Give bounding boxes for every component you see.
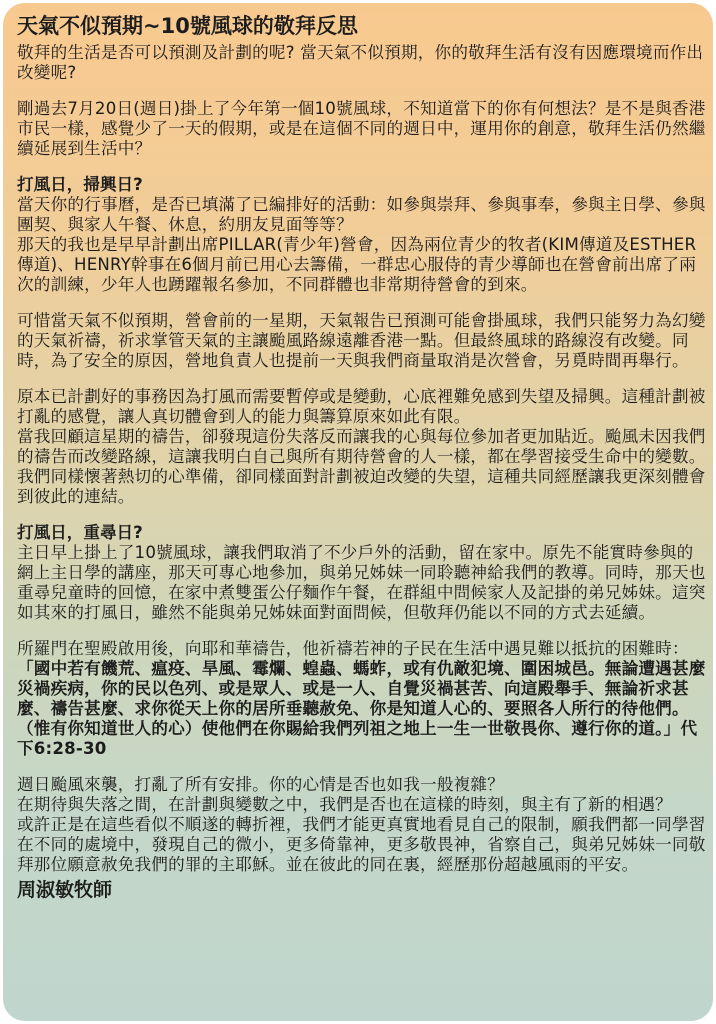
closing-paragraph-3: 或許正是在這些看似不順遂的轉折裡，我們才能更真實地看見自己的限制，願我們都一同學習在不同的處境中，發現自己的微小，更多倚靠神，更多敬畏神，省察自己，與弟兄姊妹一同敬拜那位願意赦免我們的罪的主耶穌。並在彼此的同在裏，經歷那份超越風雨的平安。	[17, 815, 706, 874]
author-signature: 周淑敏牧師	[17, 879, 113, 901]
section1-paragraph-5: 當我回顧這星期的禱告，卻發現這份失落反而讓我的心與每位參加者更加貼近。颱風未因我們的禱告而改變路線，這讓我明白自己與所有期待營會的人一樣，都在學習接受生命中的變數。我們同樣懷著熱切的心準備，卻同樣面對計劃被迫改變的失望，這種共同經歷讓我更深刻體會到彼此的連結。	[17, 427, 706, 506]
section-heading-2: 打風日，重尋日?	[17, 523, 143, 542]
article-content	[17, 11, 707, 903]
closing-paragraph-1: 週日颱風來襲，打亂了所有安排。你的心情是否也如我一般複雜？	[17, 775, 505, 794]
section2-paragraph-1: 主日早上掛上了10號風球，讓我們取消了不少戶外的活動，留在家中。原先不能實時參與的網上主日學的講座，那天可專心地參加，與弟兄姊妹一同聆聽神給我們的教導。同時，那天也重尋兒童時的回憶，在家中煮雙蛋公仔麵作午餐，在群組中問候家人及記掛的弟兄姊妹。這突如其來的打風日，雖然不能與弟兄姊妹面對面問候，但敬拜仍能以不同的方式去延續。	[17, 543, 706, 622]
section2-paragraph-2: 所羅門在聖殿啟用後，向耶和華禱告，他祈禱若神的子民在生活中遇見難以抵抗的困難時：	[17, 639, 689, 658]
section1-paragraph-2: 那天的我也是早早計劃出席PILLAR(青少年)營會，因為兩位青少的牧者(KIM傳道及ESTHER傳道)、HENRY幹事在6個月前已用心去籌備，一群忠心服侍的青少導師也在營會前出席了兩次的訓練，少年人也踴躍報名參加，不同群體也非常期待營會的到來。	[17, 235, 697, 294]
section-heading-1: 打風日，掃興日?	[17, 175, 143, 194]
section1-paragraph-1: 當天你的行事曆，是否已填滿了已編排好的活動：如參與崇拜、參與事奉，參與主日學、參與團契、與家人午餐、休息，約朋友見面等等？	[17, 195, 706, 234]
article-title: 天氣不似預期~10號風球的敬拜反思	[17, 14, 358, 38]
section1-paragraph-3: 可惜當天氣不似預期，營會前的一星期，天氣報告已預測可能會掛風球，我們只能努力為幻變的天氣祈禱，祈求掌管天氣的主讓颱風路線遠離香港一點。但最終風球的路線沒有改變。同時，為了安全的原因，營地負責人也提前一天與我們商量取消是次營會，另覓時間再舉行。	[17, 311, 706, 370]
section1-paragraph-4: 原本已計劃好的事務因為打風而需要暫停或是變動，心底裡難免感到失望及掃興。這種計劃被打亂的感覺，讓人真切體會到人的能力與籌算原來如此有限。	[17, 387, 706, 426]
closing-paragraph-2: 在期待與失落之間，在計劃與變數之中，我們是否也在這樣的時刻，與主有了新的相遇？	[17, 795, 672, 814]
article-card	[3, 3, 713, 1021]
intro-paragraph: 敬拜的生活是否可以預測及計劃的呢? 當天氣不似預期，你的敬拜生活有沒有因應環境而作出改變呢?	[17, 43, 704, 82]
scripture-quote: 「國中若有饑荒、瘟疫、旱風、霉爛、蝗蟲、螞蚱，或有仇敵犯境、圍困城邑。無論遭遇甚麼災禍疾病，你的民以色列、或是眾人、或是一人、自覺災禍甚苦、向這殿舉手、無論祈求甚麼、禱告甚麼、求你從天上你的居所垂聽赦免、你是知道人心的、要照各人所行的待他們。（惟有你知道世人的心）使他們在你賜給我們列祖之地上一生一世敬畏你、遵行你的道。」代下6:28-30	[17, 659, 706, 758]
opening-paragraph: 剛過去7月20日(週日)掛上了今年第一個10號風球，不知道當下的你有何想法？是不是與香港市民一樣，感覺少了一天的假期，或是在這個不同的週日中，運用你的創意，敬拜生活仍然繼續延展到生活中？	[17, 99, 706, 158]
